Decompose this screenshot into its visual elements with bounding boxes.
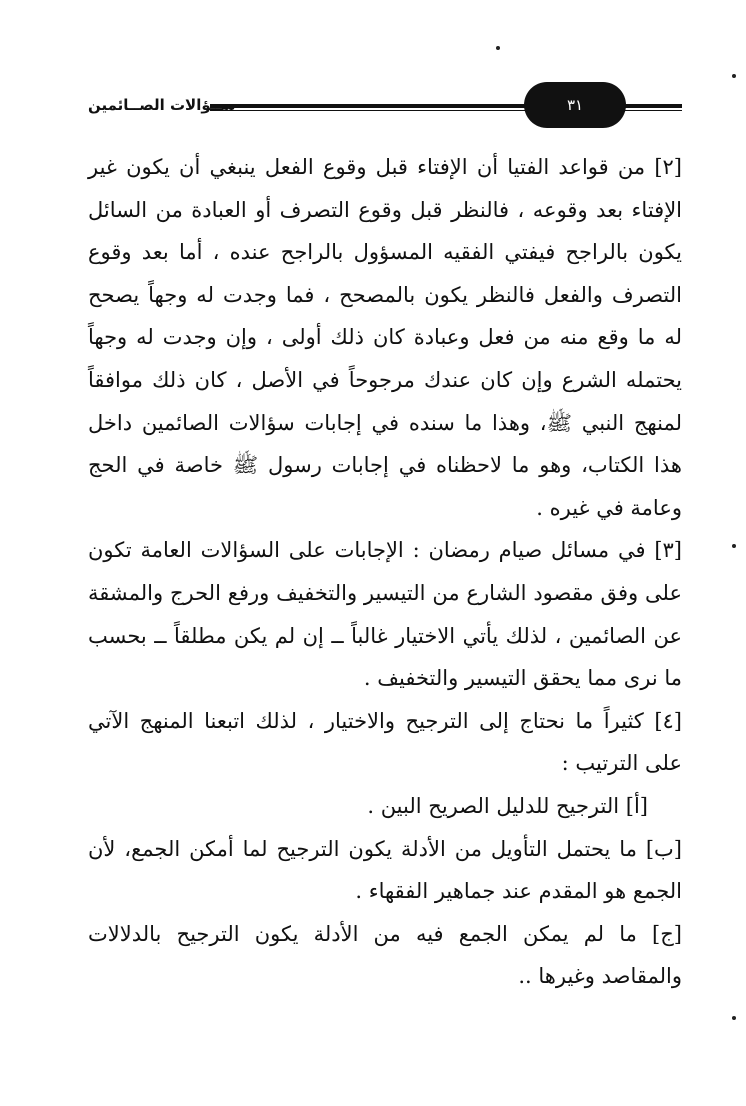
list-marker: [ج] — [652, 921, 682, 946]
header-rule — [210, 104, 562, 111]
margin-mark — [732, 544, 736, 548]
list-text: ما لم يمكن الجمع فيه من الأدلة يكون الترجيح بالدلالات والمقاصد وغيرها .. — [88, 921, 682, 989]
margin-mark — [496, 46, 500, 50]
list-item-a — [88, 785, 682, 828]
margin-mark — [732, 1016, 736, 1020]
paragraph-marker: [٤] — [654, 708, 682, 733]
list-marker: [أ] — [625, 793, 648, 818]
running-title: ســؤالات الصــائمين — [88, 96, 236, 114]
paragraph-text: كثيراً ما نحتاج إلى الترجيح والاختيار ، لذلك اتبعنا المنهج الآتي على الترتيب : — [88, 708, 682, 776]
paragraph-text: من قواعد الفتيا أن الإفتاء قبل وقوع الفعل ينبغي أن يكون غير الإفتاء بعد وقوعه ، فالنظر قبل وقوع التصرف أو العبادة من السائل يكون بالراجح فيفتي الفقيه المسؤول بالراجح عنده ، أما بعد وقوع التصرف والفعل فالنظر يكون بالمصحح ، فما وجدت له وجهاً يصحح له ما وقع منه من فعل وعبادة كان ذلك أولى ، وإن وجدت له وجهاً يحتمله الشرع وإن كان عندك مرجوحاً في الأصل ، كان ذلك موافقاً لمنهج النبي ﷺ، وهذا ما سنده في إجابات سؤالات الصائمين داخل هذا الكتاب، وهو ما لاحظناه في إجابات رسول ﷺ خاصة في الحج وعامة في غيره . — [88, 155, 682, 520]
paragraph-rule-4 — [88, 700, 682, 785]
page-body — [88, 146, 682, 998]
margin-mark — [732, 74, 736, 78]
list-text: الترجيح للدليل الصريح البين . — [367, 793, 626, 818]
paragraph-rule-2 — [88, 146, 682, 529]
page-number-badge — [524, 82, 626, 128]
list-marker: [ب] — [645, 836, 682, 861]
paragraph-rule-3 — [88, 529, 682, 699]
header-rule-end — [622, 104, 682, 111]
page-header — [88, 88, 682, 128]
paragraph-marker: [٢] — [654, 155, 682, 179]
list-item-b — [88, 828, 682, 913]
list-item-c — [88, 913, 682, 998]
list-text: ما يحتمل التأويل من الأدلة يكون الترجيح لما أمكن الجمع، لأن الجمع هو المقدم عند جماهير الفقهاء . — [88, 836, 682, 904]
page-number: ٣١ — [566, 96, 584, 114]
paragraph-text: في مسائل صيام رمضان : الإجابات على السؤالات العامة تكون على وفق مقصود الشارع من التيسير والتخفيف ورفع الحرج والمشقة عن الصائمين ، لذلك يأتي الاختيار غالباً ــ إن لم يكن مطلقاً ــ بحسب ما نرى مما يحقق التيسير والتخفيف . — [88, 538, 682, 691]
paragraph-marker: [٣] — [654, 538, 682, 563]
